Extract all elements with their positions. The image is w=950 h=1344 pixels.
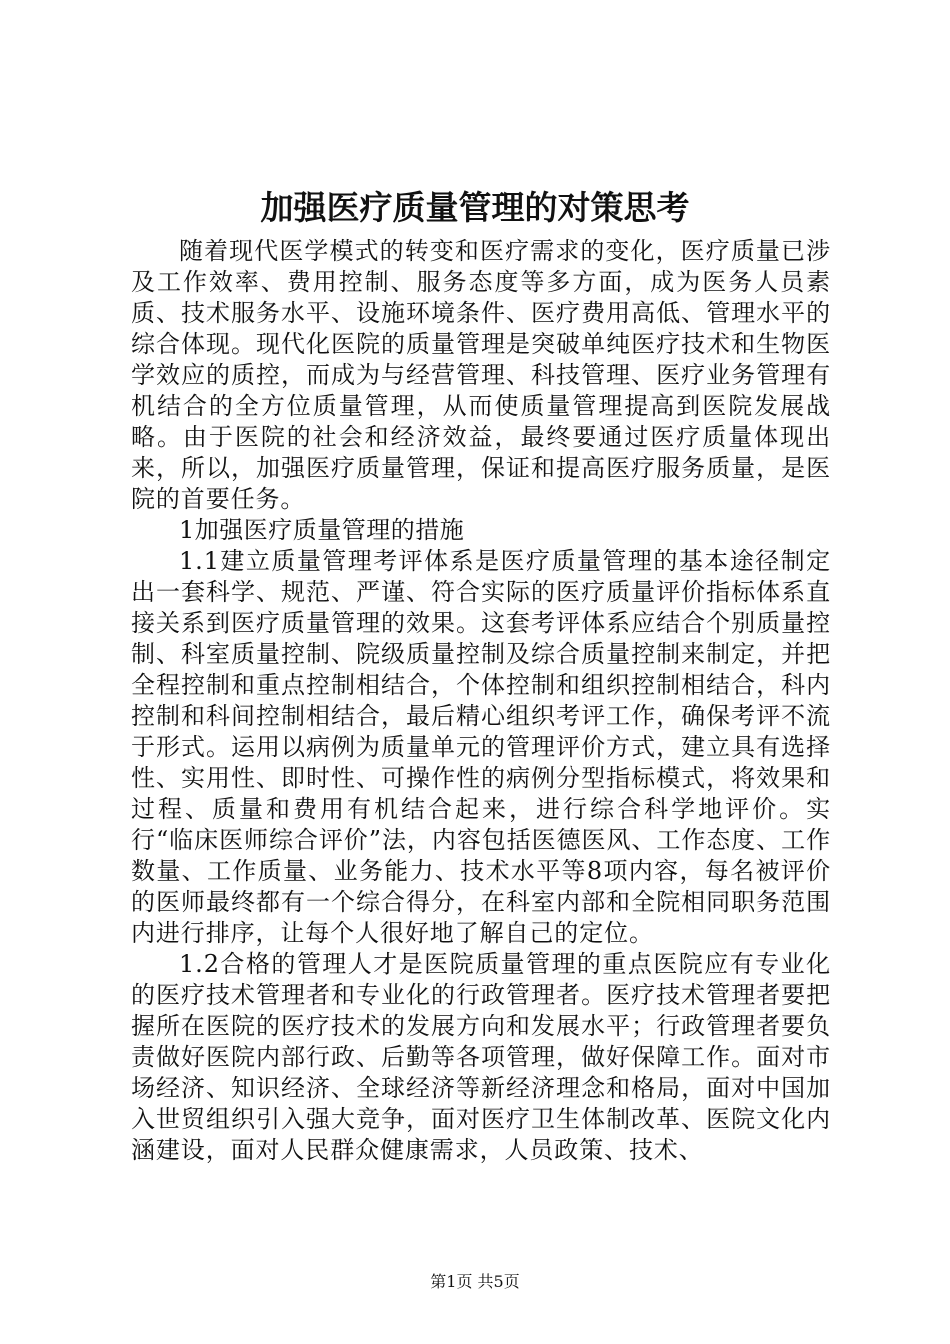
section-heading: 1加强医疗质量管理的措施 (179, 516, 465, 544)
page-number-footer: 第1页 共5页 (430, 1272, 520, 1291)
subsection-1-2-paragraph: 1.2合格的管理人才是医院质量管理的重点医院应有专业化的医疗技术管理者和专业化的行政管理者。医疗技术管理者要把握所在医院的医疗技术的发展方向和发展水平；行政管理者要负责做好医院内部行政、后勤等各项管理，做好保障工作。面对市场经济、知识经济、全球经济等新经济理念和格局，面对中国加入世贸组织引入强大竞争，面对医疗卫生体制改革、医院文化内涵建设，面对人民群众健康需求，人员政策、技术、 (131, 950, 831, 1164)
subsection-1-1-paragraph: 1.1建立质量管理考评体系是医疗质量管理的基本途径制定出一套科学、规范、严谨、符合实际的医疗质量评价指标体系直接关系到医疗质量管理的效果。这套考评体系应结合个别质量控制、科室质量控制、院级质量控制及综合质量控制来制定，并把全程控制和重点控制相结合，个体控制和组织控制相结合，科内控制和科间控制相结合，最后精心组织考评工作，确保考评不流于形式。运用以病例为质量单元的管理评价方式，建立具有选择性、实用性、即时性、可操作性的病例分型指标模式，将效果和过程、质量和费用有机结合起来，进行综合科学地评价。实行“临床医师综合评价”法，内容包括医德医风、工作态度、工作数量、工作质量、业务能力、技术水平等8项内容，每名被评价的医师最终都有一个综合得分，在科室内部和全院相同职务范围内进行排序，让每个人很好地了解自己的定位。 (131, 547, 831, 947)
document-body (131, 236, 831, 1166)
intro-paragraph: 随着现代医学模式的转变和医疗需求的变化，医疗质量已涉及工作效率、费用控制、服务态度等多方面，成为医务人员素质、技术服务水平、设施环境条件、医疗费用高低、管理水平的综合体现。现代化医院的质量管理是突破单纯医疗技术和生物医学效应的质控，而成为与经营管理、科技管理、医疗业务管理有机结合的全方位质量管理，从而使质量管理提高到医院发展战略。由于医院的社会和经济效益，最终要通过医疗质量体现出来，所以，加强医疗质量管理，保证和提高医疗服务质量，是医院的首要任务。 (131, 237, 831, 513)
document-title: 加强医疗质量管理的对策思考 (260, 188, 690, 227)
